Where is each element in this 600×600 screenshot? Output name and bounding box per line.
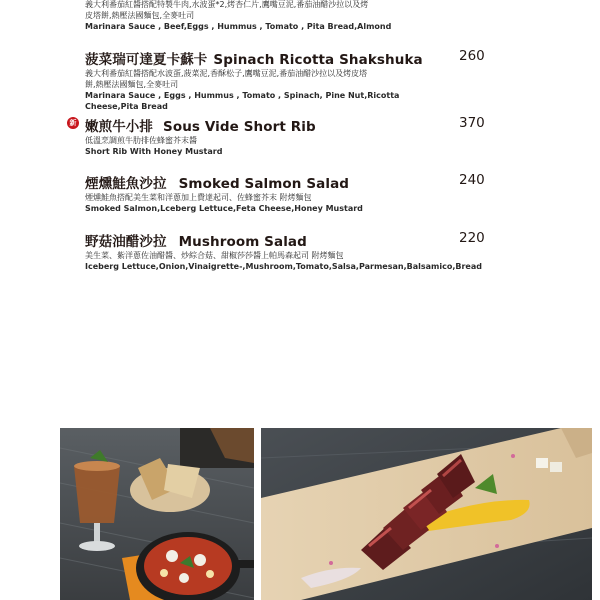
item-name-zh: 野菇油醋沙拉 bbox=[85, 234, 167, 250]
item-description-en: Marinara Sauce , Eggs , Hummus , Tomato , Spinach, Pine Nut,Ricotta Cheese,Pita Bread bbox=[85, 91, 400, 111]
item-description-en: Marinara Sauce , Beef,Eggs , Hummus , Tomato , Pita Bread,Almond bbox=[85, 22, 392, 31]
item-name-en: Spinach Ricotta Shakshuka bbox=[213, 52, 423, 68]
item-price: 260 bbox=[459, 48, 485, 64]
item-title bbox=[85, 230, 485, 250]
item-price: 370 bbox=[459, 115, 485, 131]
item-title bbox=[85, 48, 485, 68]
menu-item-short-rib bbox=[85, 115, 485, 157]
menu-item-mushroom-salad bbox=[85, 230, 485, 272]
item-description-zh: 美生菜、紫洋蔥佐油醋醬、炒綜合菇、甜椒莎莎醬上帕馬森起司 附烤麵包 bbox=[85, 251, 344, 260]
menu-item-top-partial bbox=[85, 0, 485, 32]
item-name-en: Sous Vide Short Rib bbox=[163, 119, 316, 135]
item-description-zh: 義大利番茄紅醬搭配特製牛肉,水波蛋*2,烤杏仁片,鷹嘴豆泥,番茄油醋沙拉以及烤 皮塔餅,熱壓法國麵包,全麥吐司 bbox=[85, 0, 369, 20]
item-description-en: Smoked Salmon,Lceberg Lettuce,Feta Cheese,Honey Mustard bbox=[85, 204, 363, 213]
item-price: 220 bbox=[459, 230, 485, 246]
new-badge-icon: 新 bbox=[67, 117, 79, 129]
item-price: 240 bbox=[459, 172, 485, 188]
item-title bbox=[85, 115, 485, 135]
item-name-zh: 菠菜瑞可達夏卡蘇卡 bbox=[85, 52, 208, 68]
photo-shakshuka bbox=[60, 428, 254, 600]
shakshuka-image bbox=[60, 428, 254, 600]
item-description-zh: 低溫烹調煎牛肋排佐蜂蜜芥末醬 bbox=[85, 136, 197, 145]
item-description-zh: 義大利番茄紅醬搭配水波蛋,菠菜泥,香酥松子,鷹嘴豆泥,番茄油醋沙拉以及烤皮塔 餅,熱壓法國麵包,全麥吐司 bbox=[85, 69, 368, 89]
item-description-en: Iceberg Lettuce,Onion,Vinaigrette-,Mushroom,Tomato,Salsa,Parmesan,Balsamico,Bread bbox=[85, 262, 482, 271]
item-name-en: Mushroom Salad bbox=[178, 234, 307, 250]
item-name-zh: 嫩煎牛小排 bbox=[85, 119, 153, 135]
menu-item-spinach-shakshuka bbox=[85, 48, 485, 112]
item-name-zh: 煙燻鮭魚沙拉 bbox=[85, 176, 167, 192]
item-name-en: Smoked Salmon Salad bbox=[178, 176, 350, 192]
item-title bbox=[85, 172, 485, 192]
item-description-zh: 煙燻鮭魚搭配美生菜和洋蔥加上費達起司、佐蜂蜜芥末 附烤麵包 bbox=[85, 193, 312, 202]
short-rib-image bbox=[261, 428, 592, 600]
menu-item-smoked-salmon-salad bbox=[85, 172, 485, 214]
item-description-en: Short Rib With Honey Mustard bbox=[85, 147, 223, 156]
photo-short-rib bbox=[261, 428, 592, 600]
